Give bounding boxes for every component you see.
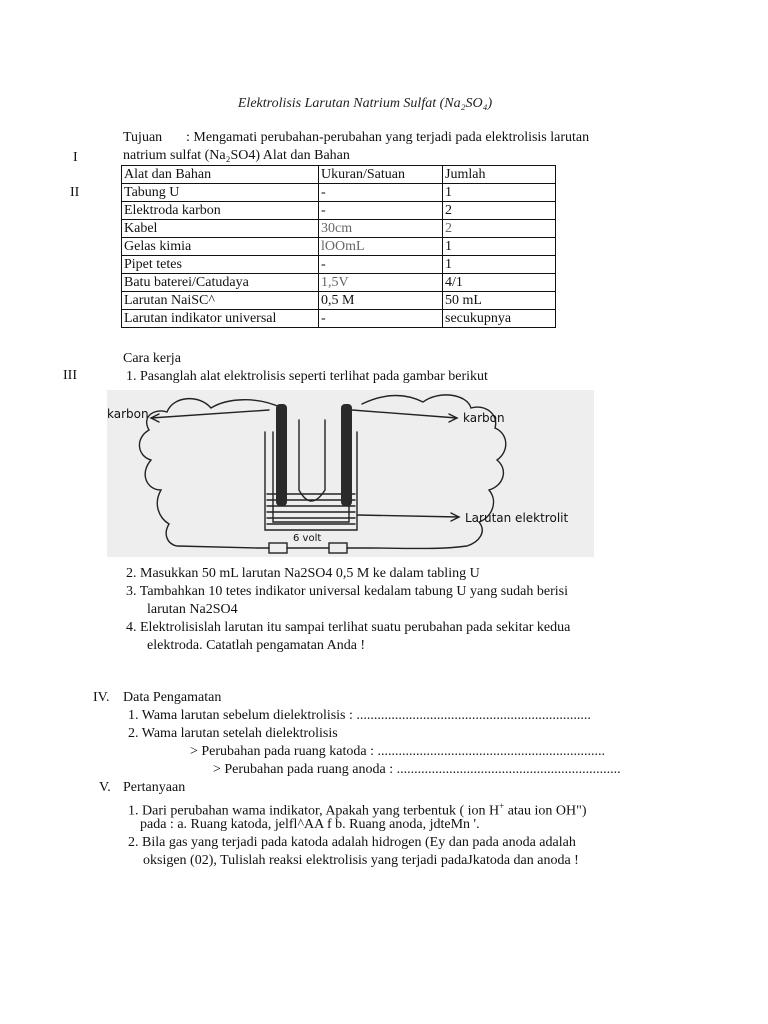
question-2-line1: 2. Bila gas yang terjadi pada katoda adalah hidrogen (Ey dan pada anoda adalah [128,835,576,850]
tujuan-text-line2: natrium sulfat (Na₂SO4) Alat dan Bahan [123,148,350,163]
question-2-line2: oksigen (02), Tulislah reaksi elektrolisis yang terjadi padaJkatoda dan anoda ! [143,853,579,868]
table-row [122,202,556,220]
table-header-cell: Ukuran/Satuan [319,166,443,184]
table-row [122,274,556,292]
section-number-v: V. [99,780,111,795]
cara-kerja-heading: Cara kerja [123,351,181,366]
table-cell: 2 [443,220,556,238]
table-cell: - [319,202,443,220]
observation-2: 2. Wama larutan setelah dielektrolisis [128,726,338,741]
electrolysis-apparatus-drawing [107,390,594,557]
table-cell: 0,5 M [319,292,443,310]
document-title: Elektrolisis Larutan Natrium Sulfat (Na₂SO₄) [237,96,493,111]
table-cell: Larutan indikator universal [122,310,319,328]
question-1-text: 1. Dari perubahan wama indikator, Apakah yang terbentuk ( ion H [128,803,500,819]
data-pengamatan-heading: Data Pengamatan [123,690,222,705]
step-2: 2. Masukkan 50 mL larutan Na2SO4 0,5 M ke dalam tabling U [126,566,480,581]
step-3-line1: 3. Tambahkan 10 tetes indikator universal kedalam tabung U yang sudah berisi [126,584,568,599]
superscript-plus: + [499,801,505,811]
tujuan-label: Tujuan [123,130,163,145]
table-row [122,256,556,274]
label-karbon-right: karbon [463,411,505,425]
table-cell: 1,5V [319,274,443,292]
step-4-line2: elektroda. Catatlah pengamatan Anda ! [147,638,366,653]
table-cell: 1 [443,238,556,256]
section-number-ii: II [70,185,80,200]
table-row [122,310,556,328]
observation-anode: > Perubahan pada ruang anoda : ................................................................ [213,762,621,777]
table-cell: 50 mL [443,292,556,310]
section-number-iv: IV. [93,690,110,705]
question-1-line2: pada : a. Ruang katoda, jelfl^AA f b. Ruang anoda, jdteMn '. [140,817,480,832]
label-larutan-elektrolit: Larutan elektrolit [465,511,569,525]
table-header-cell: Jumlah [443,166,556,184]
step-1: 1. Pasanglah alat elektrolisis seperti terlihat pada gambar berikut [126,369,488,384]
table-cell: Kabel [122,220,319,238]
table-header-row [122,166,556,184]
table-cell: 2 [443,202,556,220]
table-cell: Pipet tetes [122,256,319,274]
electrolysis-diagram [107,390,594,557]
table-row [122,184,556,202]
table-cell: Elektroda karbon [122,202,319,220]
table-cell: lOOmL [319,238,443,256]
table-cell: Batu baterei/Catudaya [122,274,319,292]
tujuan-text-line1: : Mengamati perubahan-perubahan yang terjadi pada elektrolisis larutan [186,130,590,145]
table-cell: Tabung U [122,184,319,202]
materials-table [121,165,556,328]
table-cell: - [319,256,443,274]
step-4-line1: 4. Elektrolisislah larutan itu sampai terlihat suatu perubahan pada sekitar kedua [126,620,571,635]
label-karbon-left: karbon [107,407,149,421]
table-row [122,238,556,256]
table-cell: secukupnya [443,310,556,328]
table-row [122,292,556,310]
table-cell: Larutan NaiSC^ [122,292,319,310]
table-cell: Gelas kimia [122,238,319,256]
table-cell: - [319,184,443,202]
observation-1: 1. Wama larutan sebelum dielektrolisis : ................................................................... [128,708,591,723]
pertanyaan-heading: Pertanyaan [123,780,186,795]
table-cell: 4/1 [443,274,556,292]
observation-cathode: > Perubahan pada ruang katoda : ................................................................. [190,744,605,759]
section-number-iii: III [63,368,77,383]
table-cell: 1 [443,184,556,202]
table-cell: - [319,310,443,328]
step-3-line2: larutan Na2SO4 [147,602,238,617]
section-number-i: I [73,150,78,165]
table-header-cell: Alat dan Bahan [122,166,319,184]
table-row [122,220,556,238]
table-cell: 30cm [319,220,443,238]
label-volt: 6 volt [293,533,322,544]
table-cell: 1 [443,256,556,274]
question-1-text-end: atau ion OH") [504,803,587,819]
